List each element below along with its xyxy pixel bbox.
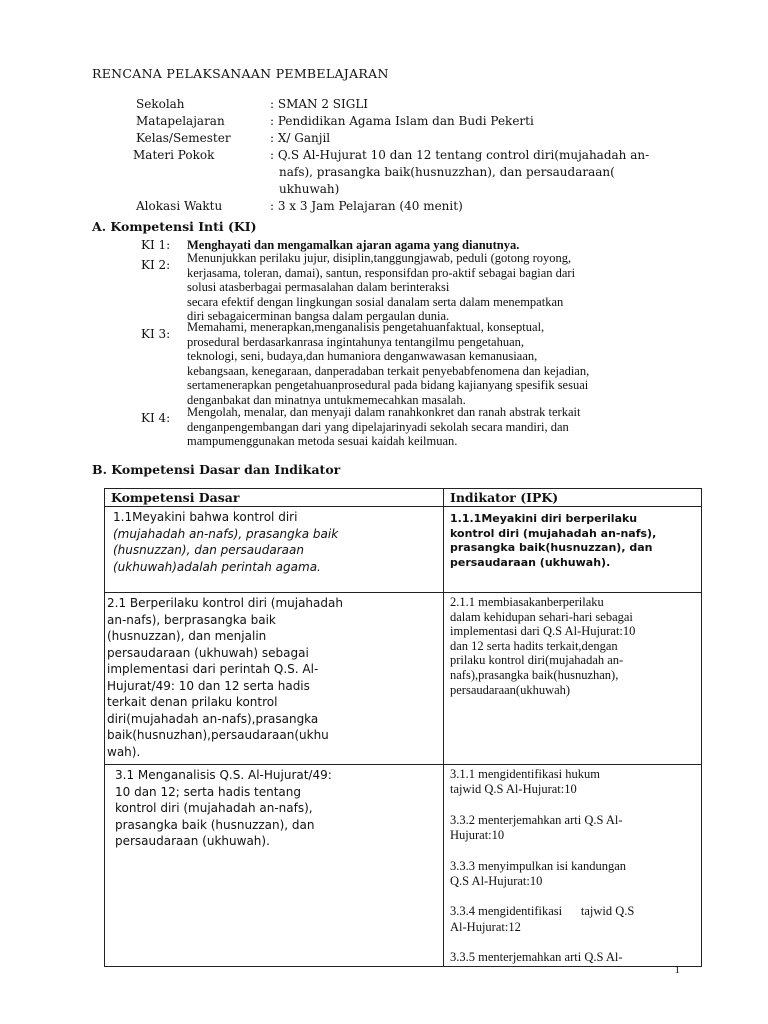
row3-kd-cell (105, 765, 444, 967)
row3-ipk-line: tajwid Q.S Al-Hujurat:10 (450, 782, 577, 797)
kompetensi-table (104, 488, 702, 967)
ki2-line: Menunjukkan perilaku jujur, disiplin,tanggungjawab, peduli (gotong royong, (187, 251, 572, 265)
row1-ipk-text (450, 512, 701, 570)
row1-kd-line-2: (mujahadah an-nafs), prasangka baik (113, 526, 339, 541)
ki2-line: solusi atasberbagai permasalahan dalam berinteraksi (187, 280, 450, 295)
row3-kd-text (115, 767, 443, 850)
row1-kd-line (113, 559, 443, 576)
row2-ipk-line: dan 12 serta hadits terkait,dengan (450, 638, 618, 653)
ki3-line: denganbakat dan minatnya untukmemecahkan masalah. (187, 392, 466, 407)
row3-kd-line: 10 dan 12; serta hadis tentang (115, 784, 301, 799)
alokasi-label: Alokasi Waktu (136, 199, 223, 213)
ki3-line: sertamenerapkan pengetahuanprosedural pada bidang kajianyang spesifik sesuai (187, 378, 589, 393)
row1-ipk-cell (444, 507, 702, 593)
row3-kd-line: persaudaraan (ukhuwah). (115, 834, 270, 848)
ki2-line: secara efektif dengan lingkungan sosial danalam serta dalam menempatkan (187, 294, 564, 309)
row3-kd-line: kontrol diri (mujahadah an-nafs), (115, 801, 313, 815)
ki1-label: KI 1: (141, 238, 171, 252)
row3-ipk-line: Hujurat:10 (450, 828, 505, 843)
ki2-label: KI 2: (141, 258, 171, 272)
document-title: RENCANA PELAKSANAAN PEMBELAJARAN (92, 66, 389, 81)
row2-ipk-line: 2.1.1 membiasakanberperilaku (450, 595, 604, 609)
row3-ipk-cell (444, 765, 702, 967)
materi-label: Materi Pokok (133, 148, 215, 162)
row3-ipk-line (450, 935, 701, 950)
materi-line-1: : Q.S Al-Hujurat 10 dan 12 tentang control diri(mujahadah an- (270, 148, 650, 162)
row2-ipk-text (450, 595, 701, 697)
row3-ipk-line: 3.3.2 menterjemahkan arti Q.S Al- (450, 812, 623, 827)
row1-kd-line-1: 1.1Meyakini bahwa kontrol diri (113, 510, 298, 524)
row1-ipk-line: prasangka baik(husnuzzan), dan (450, 541, 653, 555)
header-kompetensi-dasar: Kompetensi Dasar (105, 489, 444, 507)
row3-kd-line: prasangka baik (husnuzzan), dan (115, 817, 315, 832)
row2-ipk-line: nafs),prasangka baik(husnuzhan), (450, 667, 619, 682)
row2-kd-text (107, 595, 443, 760)
row2-kd-line: an-nafs), berprasangka baik (107, 612, 276, 627)
row1-kd-line-4: (ukhuwah)adalah perintah agama. (113, 559, 321, 574)
materi-line-2: nafs), prasangka baik(husnuzzhan), dan persaudaraan( (279, 165, 615, 179)
row3-ipk-text (450, 767, 701, 966)
row1-ipk-line: 1.1.1Meyakini diri berperilaku (450, 512, 638, 525)
ki2-line: diri sebagaicerminan bangsa dalam pergaulan dunia. (187, 309, 450, 324)
ki2-line: kerjasama, toleran, damai), santun, responsifdan pro-aktif sebagai bagian dari (187, 265, 576, 280)
ki2-text (187, 251, 575, 324)
mapel-label: Matapelajaran (136, 114, 225, 128)
sekolah-value: : SMAN 2 SIGLI (270, 97, 369, 111)
row2-kd-line: (husnuzzan), dan menjalin (107, 629, 267, 643)
row1-ipk-line: persaudaraan (ukhuwah). (450, 555, 611, 569)
row1-kd-line (113, 526, 443, 543)
ki3-line: prosedural berdasarkanrasa ingintahunya tentangilmu pengetahuan, (187, 334, 525, 349)
row3-ipk-line: 3.3.3 menyimpulkan isi kandungan (450, 858, 627, 873)
row1-ipk-line: kontrol diri (mujahadah an-nafs), (450, 526, 657, 540)
row2-kd-line: Hujurat/49: 10 dan 12 serta hadis (107, 678, 310, 693)
table-header-row (105, 489, 702, 507)
row2-ipk-line: persaudaraan(ukhuwah) (450, 682, 571, 697)
ki3-text (187, 320, 589, 408)
ki4-line: mampumenggunakan metoda sesuai kaidah keilmuan. (187, 434, 458, 449)
row3-ipk-line (450, 889, 701, 904)
row2-kd-line: baik(husnuzhan),persaudaraan(ukhu (107, 728, 329, 742)
row2-kd-line: terkait denan prilaku kontrol (107, 695, 278, 709)
row2-ipk-line: prilaku kontrol diri(mujahadah an- (450, 653, 624, 668)
row2-kd-line: 2.1 Berperilaku kontrol diri (mujahadah (107, 596, 343, 610)
kelas-label: Kelas/Semester (136, 131, 231, 145)
materi-line-3: ukhuwah) (279, 182, 340, 196)
row1-kd-line (113, 509, 443, 526)
row3-ipk-line: Q.S Al-Hujurat:10 (450, 874, 543, 889)
row2-kd-line: persaudaraan (ukhuwah) sebagai (107, 645, 309, 660)
kelas-value: : X/ Ganjil (270, 131, 331, 145)
row1-kd-line (113, 542, 443, 559)
row2-ipk-cell (444, 593, 702, 765)
row3-ipk-line: Al-Hujurat:12 (450, 919, 521, 934)
row3-kd-line: 3.1 Menganalisis Q.S. Al-Hujurat/49: (115, 768, 332, 782)
row3-ipk-line (450, 844, 701, 859)
row3-ipk-line: 3.3.4 mengidentifikasi tajwid Q.S (450, 904, 635, 919)
ki1-line: Menghayati dan mengamalkan ajaran agama yang dianutnya. (187, 238, 520, 252)
row1-kd-line-3: (husnuzzan), dan persaudaraan (113, 543, 304, 557)
row2-kd-line: wah). (107, 744, 141, 759)
row3-ipk-line: 3.1.1 mengidentifikasi hukum (450, 767, 600, 781)
row1-kd-text (113, 509, 443, 575)
table-row (105, 507, 702, 593)
ki4-line: denganpengembangan dari yang dipelajarinyadi sekolah secara mandiri, dan (187, 419, 569, 434)
row2-ipk-line: dalam kehidupan sehari-hari sebagai (450, 609, 633, 624)
row3-ipk-line (450, 798, 701, 813)
header-indikator: Indikator (IPK) (444, 489, 702, 507)
ki4-label: KI 4: (141, 411, 171, 425)
row1-kd-cell (105, 507, 444, 593)
section-a-heading: A. Kompetensi Inti (KI) (92, 219, 257, 234)
row2-kd-cell (105, 593, 444, 765)
ki4-line: Mengolah, menalar, dan menyaji dalam ranahkonkret dan ranah abstrak terkait (187, 405, 581, 419)
ki4-text (187, 405, 580, 449)
page-number: 1 (674, 964, 680, 976)
mapel-value: : Pendidikan Agama Islam dan Budi Pekerti (270, 114, 534, 128)
ki3-label: KI 3: (141, 327, 171, 341)
row3-ipk-line: 3.3.5 menterjemahkan arti Q.S Al- (450, 950, 623, 965)
sekolah-label: Sekolah (136, 97, 185, 111)
row2-kd-line: implementasi dari perintah Q.S. Al- (107, 662, 319, 676)
table-row (105, 593, 702, 765)
table-row (105, 765, 702, 967)
ki3-line: kebangsaan, kenegaraan, danperadaban terkait penyebabfenomena dan kejadian, (187, 363, 590, 378)
ki3-line: Memahami, menerapkan,menganalisis pengetahuanfaktual, konseptual, (187, 320, 545, 334)
section-b-heading: B. Kompetensi Dasar dan Indikator (92, 462, 341, 477)
row2-ipk-line: implementasi dari Q.S Al-Hujurat:10 (450, 624, 636, 639)
alokasi-value: : 3 x 3 Jam Pelajaran (40 menit) (270, 199, 463, 213)
row2-kd-line: diri(mujahadah an-nafs),prasangka (107, 711, 319, 726)
ki3-line: teknologi, seni, budaya,dan humaniora denganwawasan kemanusiaan, (187, 349, 538, 364)
